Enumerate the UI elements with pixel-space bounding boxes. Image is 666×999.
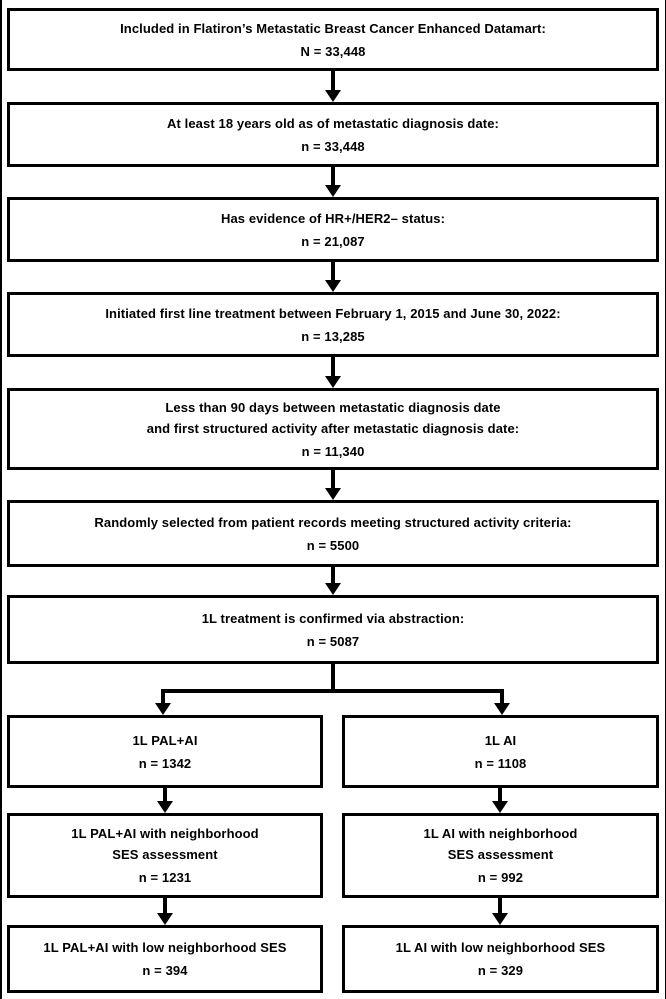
arrowhead-icon xyxy=(492,801,508,813)
arrowhead-icon xyxy=(157,801,173,813)
box-label: 1L AI xyxy=(484,732,517,748)
box-count: n = 13,285 xyxy=(301,328,365,344)
box-label: 1L treatment is confirmed via abstraction: xyxy=(201,610,465,626)
box-label: 1L PAL+AI xyxy=(132,732,198,748)
flow-box-age-criteria xyxy=(7,102,659,167)
flow-box-hr-her2-status xyxy=(7,197,659,262)
arrowhead-icon xyxy=(155,703,171,715)
box-label: 1L AI with neighborhood xyxy=(423,826,578,841)
flow-box-ai-ses-assessment xyxy=(342,813,659,898)
arrowhead-icon xyxy=(325,185,341,197)
flow-box-structured-activity xyxy=(7,388,659,470)
box-count: N = 33,448 xyxy=(300,43,366,59)
flow-box-1l-ai xyxy=(342,715,659,788)
box-count: n = 394 xyxy=(142,963,188,978)
arrowhead-icon xyxy=(325,488,341,500)
flow-box-random-selection xyxy=(7,500,659,567)
arrowhead-icon xyxy=(494,703,510,715)
flow-box-1l-pal-ai xyxy=(7,715,323,788)
box-label: Randomly selected from patient records meeting structured activity criteria: xyxy=(94,514,572,530)
arrowhead-icon xyxy=(325,376,341,388)
figure-frame-left xyxy=(0,0,2,999)
flow-box-pal-ai-ses-assessment xyxy=(7,813,323,898)
flow-box-ai-low-ses xyxy=(342,925,659,993)
box-label: SES assessment xyxy=(112,847,218,862)
box-count: n = 5500 xyxy=(306,537,360,553)
box-label: Initiated first line treatment between February 1, 2015 and June 30, 2022: xyxy=(105,305,561,321)
branch-connector xyxy=(163,662,502,704)
arrowhead-icon xyxy=(325,583,341,595)
box-count: n = 5087 xyxy=(306,633,360,649)
flow-box-first-line-treatment xyxy=(7,292,659,357)
arrowhead-icon xyxy=(157,913,173,925)
box-label: 1L PAL+AI with low neighborhood SES xyxy=(43,940,287,955)
box-count: n = 329 xyxy=(477,963,524,978)
box-label: Less than 90 days between metastatic diagnosis date xyxy=(165,399,501,415)
box-label: SES assessment xyxy=(447,847,554,862)
box-label: 1L AI with low neighborhood SES xyxy=(395,940,606,955)
box-label: 1L PAL+AI with neighborhood xyxy=(71,826,259,841)
arrowhead-icon xyxy=(325,280,341,292)
arrowhead-icon xyxy=(325,90,341,102)
arrowhead-icon xyxy=(492,913,508,925)
box-count: n = 21,087 xyxy=(301,233,365,249)
box-label: Has evidence of HR+/HER2– status: xyxy=(220,210,445,226)
box-label: Included in Flatiron’s Metastatic Breast Cancer Enhanced Datamart: xyxy=(120,20,546,36)
box-count: n = 33,448 xyxy=(301,138,365,154)
flow-box-datamart xyxy=(7,8,659,71)
box-label: At least 18 years old as of metastatic diagnosis date: xyxy=(167,115,499,131)
flow-box-abstraction-confirmed xyxy=(7,595,659,664)
box-label: and first structured activity after metastatic diagnosis date: xyxy=(146,420,520,436)
box-count: n = 992 xyxy=(477,870,524,885)
flow-box-pal-ai-low-ses xyxy=(7,925,323,993)
box-count: n = 1231 xyxy=(138,870,192,885)
box-count: n = 1108 xyxy=(474,755,527,771)
box-count: n = 11,340 xyxy=(301,443,365,459)
box-count: n = 1342 xyxy=(138,755,192,771)
